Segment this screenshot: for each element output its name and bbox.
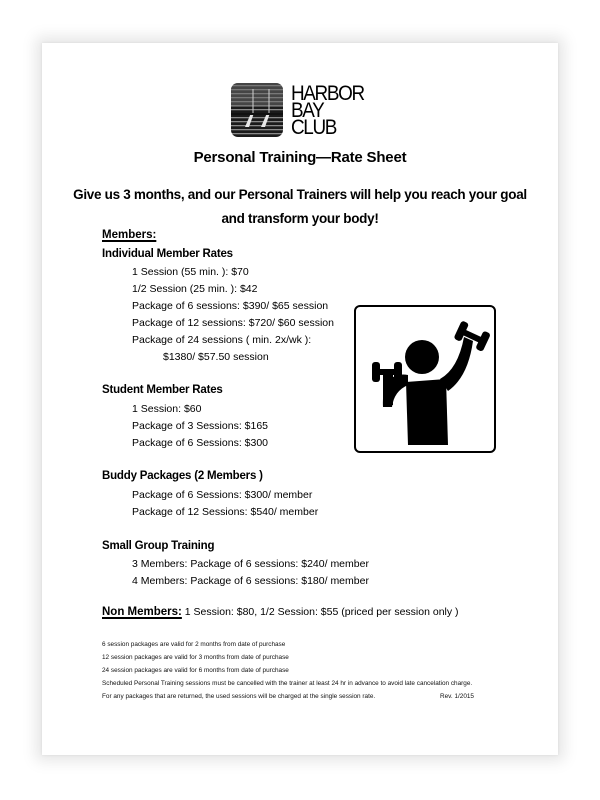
tagline	[42, 183, 558, 231]
small-group-heading: Small Group Training	[102, 540, 215, 552]
individual-rate-item: $1380/ $57.50 session	[163, 351, 269, 363]
revision-label: Rev. 1/2015	[440, 693, 474, 700]
individual-rate-item: Package of 6 sessions: $390/ $65 session	[132, 300, 329, 312]
page-title: Personal Training—Rate Sheet	[193, 149, 407, 166]
logo-line-bay: BAY	[291, 98, 324, 122]
buddy-package-item: Package of 6 Sessions: $300/ member	[132, 489, 313, 501]
non-members-row	[102, 606, 459, 618]
logo-wordmark	[291, 81, 364, 139]
buddy-package-item: Package of 12 Sessions: $540/ member	[132, 506, 319, 518]
non-members-label: Non Members:	[102, 606, 182, 618]
harbor-bay-club-logo	[231, 83, 372, 137]
student-rate-item: Package of 6 Sessions: $300	[132, 437, 269, 449]
logo-line-harbor: HARBOR	[291, 81, 364, 105]
buddy-packages-heading: Buddy Packages (2 Members )	[102, 470, 263, 482]
individual-rates-heading: Individual Member Rates	[102, 248, 233, 260]
harbor-bay-sailboat-logo-icon	[231, 83, 283, 137]
weightlifter-illustration	[354, 305, 496, 453]
individual-rate-item: Package of 12 sessions: $720/ $60 session	[132, 317, 334, 329]
members-heading: Members:	[102, 229, 157, 241]
logo-line-club: CLUB	[291, 115, 337, 139]
tagline-line-1: Give us 3 months, and our Personal Trainers will help you reach your goal	[73, 187, 527, 202]
student-rate-item: 1 Session: $60	[132, 403, 202, 415]
individual-rate-item: 1 Session (55 min. ): $70	[132, 266, 249, 278]
validity-note: 24 session packages are valid for 6 months from date of purchase	[102, 667, 289, 674]
validity-note: 12 session packages are valid for 3 months from date of purchase	[102, 654, 289, 661]
small-group-item: 3 Members: Package of 6 sessions: $240/ member	[132, 558, 369, 570]
rate-sheet-page	[42, 43, 558, 755]
cancellation-note: Scheduled Personal Training sessions must be cancelled with the trainer at least 24 hr in advance to avoid late cancelation charge.	[102, 680, 473, 687]
student-rate-item: Package of 3 Sessions: $165	[132, 420, 269, 432]
individual-rate-item: 1/2 Session (25 min. ): $42	[132, 283, 258, 295]
student-rates-heading: Student Member Rates	[102, 384, 223, 396]
tagline-line-2: and transform your body!	[221, 211, 379, 226]
individual-rate-item: Package of 24 sessions ( min. 2x/wk ):	[132, 334, 312, 346]
small-group-item: 4 Members: Package of 6 sessions: $180/ member	[132, 575, 369, 587]
non-members-rates: 1 Session: $80, 1/2 Session: $55 (priced per session only )	[181, 606, 459, 618]
weightlifter-dumbbell-icon	[356, 307, 494, 451]
returns-note: For any packages that are returned, the used sessions will be charged at the single session rate.	[102, 693, 376, 700]
validity-note: 6 session packages are valid for 2 months from date of purchase	[102, 641, 286, 648]
